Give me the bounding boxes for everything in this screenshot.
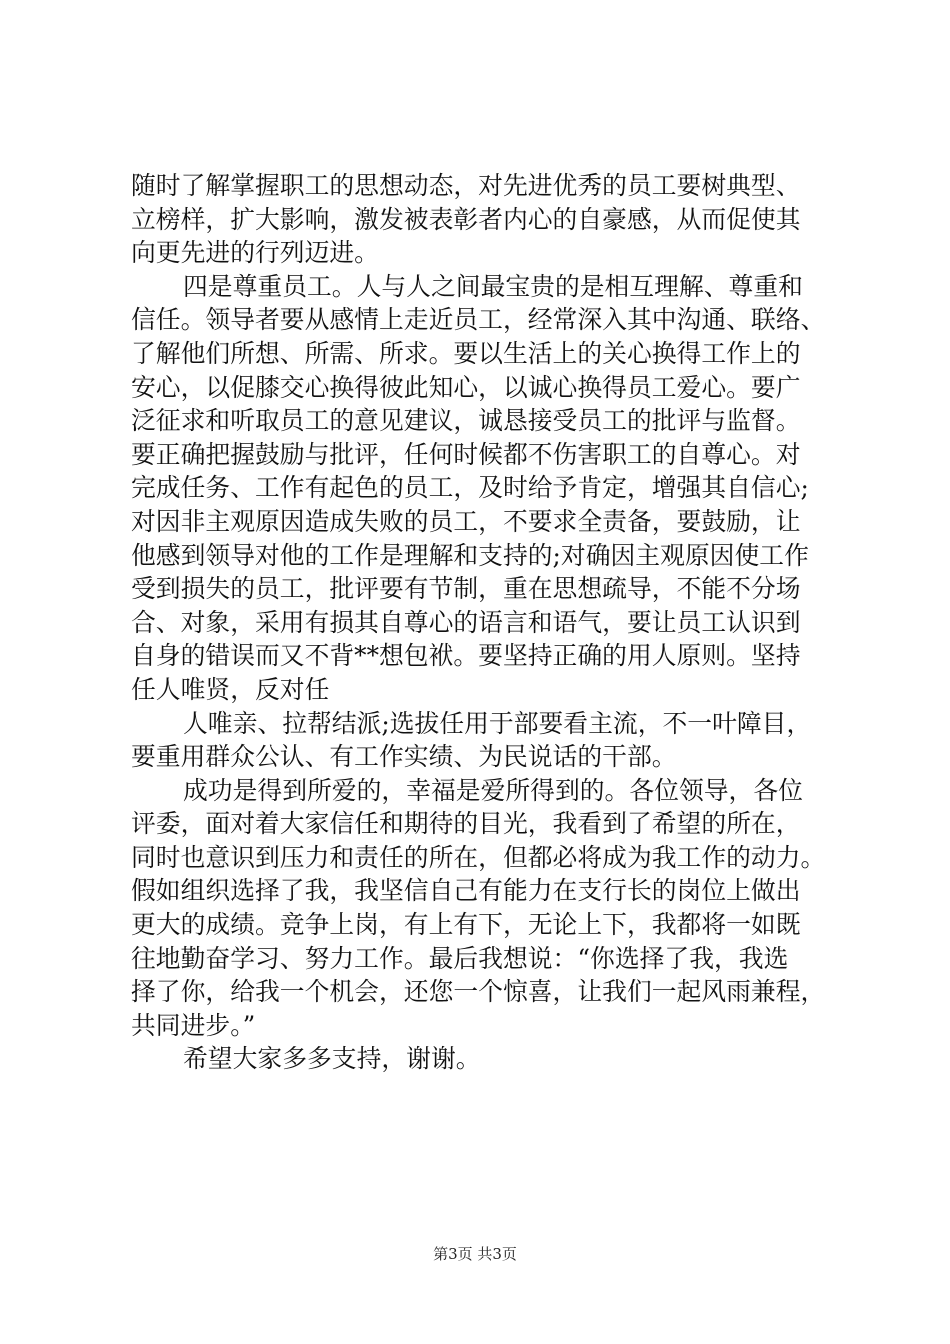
text-line: 对因非主观原因造成失败的员工，不要求全责备，要鼓励，让 (131, 506, 801, 536)
text-line: 要正确把握鼓励与批评，任何时候都不伤害职工的自尊心。对 (131, 439, 801, 469)
text-line: 任人唯贤，反对任 (131, 674, 330, 704)
text-line: 共同进步。” (131, 1010, 256, 1040)
text-line: 受到损失的员工，批评要有节制，重在思想疏导，不能不分场 (131, 574, 801, 604)
text-line: 自身的错误而又不背**想包袱。要坚持正确的用人原则。坚持 (131, 641, 801, 671)
text-line: 立榜样，扩大影响，激发被表彰者内心的自豪感，从而促使其 (131, 204, 801, 234)
text-line: 同时也意识到压力和责任的所在，但都必将成为我工作的动力。 (131, 842, 826, 872)
text-line: 四是尊重员工。人与人之间最宝贵的是相互理解、尊重和 (183, 271, 803, 301)
text-line: 他感到领导对他的工作是理解和支持的;对确因主观原因使工作 (131, 540, 809, 570)
text-line: 希望大家多多支持，谢谢。 (183, 1044, 481, 1074)
page-footer: 第3页 共3页 (433, 1245, 517, 1263)
text-line: 人唯亲、拉帮结派;选拔任用于部要看主流，不一叶障目， (183, 708, 812, 738)
text-line: 评委，面对着大家信任和期待的目光，我看到了希望的所在， (131, 809, 801, 839)
text-line: 泛征求和听取员工的意见建议，诚恳接受员工的批评与监督。 (131, 406, 801, 436)
text-line: 成功是得到所爱的，幸福是爱所得到的。各位领导，各位 (183, 775, 803, 805)
text-line: 向更先进的行列迈进。 (131, 238, 379, 268)
text-line: 了解他们所想、所需、所求。要以生活上的关心换得工作上的 (131, 338, 801, 368)
text-line: 合、对象，采用有损其自尊心的语言和语气，要让员工认识到 (131, 607, 801, 637)
text-line: 安心，以促膝交心换得彼此知心，以诚心换得员工爱心。要广 (131, 372, 801, 402)
text-line: 完成任务、工作有起色的员工，及时给予肯定，增强其自信心; (131, 473, 809, 503)
text-line: 要重用群众公认、有工作实绩、为民说话的干部。 (131, 742, 677, 772)
text-line: 择了你，给我一个机会，还您一个惊喜，让我们一起风雨兼程， (131, 977, 826, 1007)
document-body (131, 169, 836, 1076)
text-line: 假如组织选择了我，我坚信自己有能力在支行长的岗位上做出 (131, 876, 801, 906)
text-line: 往地勤奋学习、努力工作。最后我想说：“你选择了我，我选 (131, 943, 789, 973)
text-line: 更大的成绩。竞争上岗，有上有下，无论上下，我都将一如既 (131, 910, 801, 940)
text-line: 随时了解掌握职工的思想动态，对先进优秀的员工要树典型、 (131, 171, 801, 200)
text-line: 信任。领导者要从感情上走近员工，经常深入其中沟通、联络、 (131, 305, 826, 335)
